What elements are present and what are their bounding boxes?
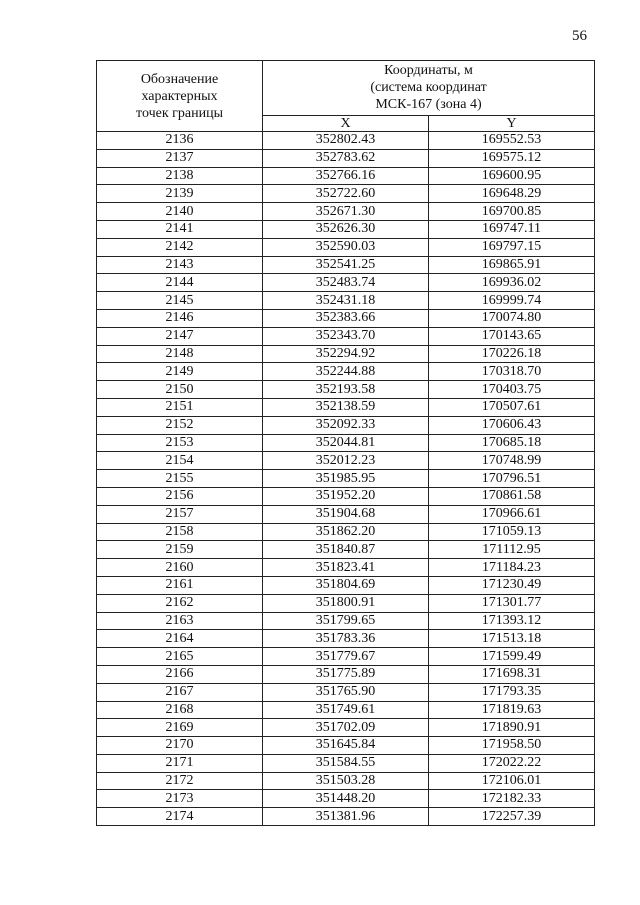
x-coordinate-cell: 351952.20 (263, 487, 429, 505)
table-row (97, 416, 595, 434)
x-coordinate-cell: 351448.20 (263, 790, 429, 808)
point-id-cell: 2172 (97, 772, 263, 790)
y-coordinate-cell: 170226.18 (429, 345, 595, 363)
x-coordinate-cell: 352244.88 (263, 363, 429, 381)
table-row (97, 630, 595, 648)
x-coordinate-cell: 351823.41 (263, 559, 429, 577)
x-coordinate-cell: 351503.28 (263, 772, 429, 790)
x-coordinate-cell: 352590.03 (263, 238, 429, 256)
y-coordinate-cell: 169797.15 (429, 238, 595, 256)
point-id-cell: 2168 (97, 701, 263, 719)
x-coordinate-cell: 351702.09 (263, 719, 429, 737)
table-row (97, 737, 595, 755)
x-coordinate-cell: 351779.67 (263, 648, 429, 666)
point-id-cell: 2161 (97, 576, 263, 594)
x-coordinate-cell: 351584.55 (263, 754, 429, 772)
point-id-cell: 2141 (97, 220, 263, 238)
y-coordinate-cell: 169700.85 (429, 203, 595, 221)
y-coordinate-cell: 170748.99 (429, 452, 595, 470)
y-coordinate-cell: 169552.53 (429, 132, 595, 150)
table-row (97, 274, 595, 292)
point-id-cell: 2148 (97, 345, 263, 363)
point-id-cell: 2165 (97, 648, 263, 666)
y-coordinate-cell: 171599.49 (429, 648, 595, 666)
y-coordinate-cell: 170685.18 (429, 434, 595, 452)
table-row (97, 772, 595, 790)
table-row (97, 505, 595, 523)
table-row (97, 381, 595, 399)
table-row (97, 256, 595, 274)
x-coordinate-cell: 352092.33 (263, 416, 429, 434)
y-coordinate-cell: 169936.02 (429, 274, 595, 292)
y-coordinate-cell: 171819.63 (429, 701, 595, 719)
x-coordinate-cell: 351800.91 (263, 594, 429, 612)
table-row (97, 363, 595, 381)
table-row (97, 292, 595, 310)
y-coordinate-cell: 172106.01 (429, 772, 595, 790)
y-coordinate-cell: 169865.91 (429, 256, 595, 274)
y-coordinate-cell: 171513.18 (429, 630, 595, 648)
x-coordinate-cell: 352193.58 (263, 381, 429, 399)
x-coordinate-cell: 352722.60 (263, 185, 429, 203)
y-coordinate-cell: 169747.11 (429, 220, 595, 238)
point-id-cell: 2157 (97, 505, 263, 523)
point-id-cell: 2174 (97, 808, 263, 826)
table-row (97, 185, 595, 203)
point-id-cell: 2162 (97, 594, 263, 612)
y-coordinate-cell: 171958.50 (429, 737, 595, 755)
table-row (97, 701, 595, 719)
point-id-cell: 2149 (97, 363, 263, 381)
table-row (97, 203, 595, 221)
x-coordinate-cell: 352766.16 (263, 167, 429, 185)
point-id-cell: 2160 (97, 559, 263, 577)
point-id-cell: 2154 (97, 452, 263, 470)
x-coordinate-cell: 351765.90 (263, 683, 429, 701)
table-row (97, 398, 595, 416)
table-row (97, 238, 595, 256)
y-coordinate-cell: 171698.31 (429, 665, 595, 683)
point-id-cell: 2167 (97, 683, 263, 701)
table-row (97, 683, 595, 701)
table-row (97, 434, 595, 452)
point-id-cell: 2147 (97, 327, 263, 345)
table-row (97, 149, 595, 167)
point-id-cell: 2140 (97, 203, 263, 221)
table-row (97, 576, 595, 594)
point-id-cell: 2151 (97, 398, 263, 416)
point-id-cell: 2163 (97, 612, 263, 630)
x-coordinate-cell: 351840.87 (263, 541, 429, 559)
y-coordinate-cell: 169648.29 (429, 185, 595, 203)
point-id-cell: 2138 (97, 167, 263, 185)
y-coordinate-cell: 171890.91 (429, 719, 595, 737)
y-coordinate-cell: 170606.43 (429, 416, 595, 434)
table-row (97, 665, 595, 683)
x-coordinate-cell: 351783.36 (263, 630, 429, 648)
x-coordinate-cell: 352626.30 (263, 220, 429, 238)
x-coordinate-cell: 352383.66 (263, 309, 429, 327)
x-coordinate-cell: 351645.84 (263, 737, 429, 755)
point-id-cell: 2139 (97, 185, 263, 203)
x-coordinate-cell: 352343.70 (263, 327, 429, 345)
point-id-cell: 2155 (97, 470, 263, 488)
x-coordinate-cell: 352671.30 (263, 203, 429, 221)
y-coordinate-cell: 171230.49 (429, 576, 595, 594)
point-id-cell: 2152 (97, 416, 263, 434)
y-coordinate-cell: 171112.95 (429, 541, 595, 559)
y-coordinate-cell: 170403.75 (429, 381, 595, 399)
point-id-cell: 2136 (97, 132, 263, 150)
x-coordinate-cell: 352294.92 (263, 345, 429, 363)
x-coordinate-cell: 352483.74 (263, 274, 429, 292)
point-id-cell: 2143 (97, 256, 263, 274)
table-row (97, 648, 595, 666)
x-coordinate-cell: 351804.69 (263, 576, 429, 594)
y-coordinate-cell: 169575.12 (429, 149, 595, 167)
point-id-cell: 2145 (97, 292, 263, 310)
point-id-cell: 2142 (97, 238, 263, 256)
table-row (97, 612, 595, 630)
x-coordinate-cell: 351799.65 (263, 612, 429, 630)
table-row (97, 452, 595, 470)
y-coordinate-cell: 172182.33 (429, 790, 595, 808)
point-id-cell: 2158 (97, 523, 263, 541)
x-coordinate-cell: 352044.81 (263, 434, 429, 452)
table-body (97, 132, 595, 826)
y-coordinate-cell: 171393.12 (429, 612, 595, 630)
header-coordinates: Координаты, м (система координат МСК-167 (зона 4) (263, 61, 595, 116)
y-coordinate-cell: 171793.35 (429, 683, 595, 701)
header-x: X (263, 115, 429, 131)
table-row (97, 808, 595, 826)
y-coordinate-cell: 171184.23 (429, 559, 595, 577)
x-coordinate-cell: 351862.20 (263, 523, 429, 541)
x-coordinate-cell: 351904.68 (263, 505, 429, 523)
table-row (97, 790, 595, 808)
table-row (97, 309, 595, 327)
x-coordinate-cell: 352783.62 (263, 149, 429, 167)
y-coordinate-cell: 170318.70 (429, 363, 595, 381)
x-coordinate-cell: 351749.61 (263, 701, 429, 719)
coordinates-table (96, 60, 595, 826)
point-id-cell: 2164 (97, 630, 263, 648)
table-row (97, 559, 595, 577)
y-coordinate-cell: 170143.65 (429, 327, 595, 345)
table-row (97, 470, 595, 488)
point-id-cell: 2171 (97, 754, 263, 772)
point-id-cell: 2146 (97, 309, 263, 327)
point-id-cell: 2144 (97, 274, 263, 292)
y-coordinate-cell: 171059.13 (429, 523, 595, 541)
x-coordinate-cell: 351775.89 (263, 665, 429, 683)
point-id-cell: 2150 (97, 381, 263, 399)
x-coordinate-cell: 352802.43 (263, 132, 429, 150)
table-row (97, 487, 595, 505)
table-row (97, 594, 595, 612)
table-row (97, 132, 595, 150)
point-id-cell: 2156 (97, 487, 263, 505)
table-row (97, 167, 595, 185)
y-coordinate-cell: 169999.74 (429, 292, 595, 310)
point-id-cell: 2153 (97, 434, 263, 452)
y-coordinate-cell: 170966.61 (429, 505, 595, 523)
x-coordinate-cell: 352541.25 (263, 256, 429, 274)
point-id-cell: 2169 (97, 719, 263, 737)
header-y: Y (429, 115, 595, 131)
x-coordinate-cell: 352012.23 (263, 452, 429, 470)
y-coordinate-cell: 172022.22 (429, 754, 595, 772)
x-coordinate-cell: 351985.95 (263, 470, 429, 488)
y-coordinate-cell: 170074.80 (429, 309, 595, 327)
table-row (97, 345, 595, 363)
page-number: 56 (572, 28, 587, 44)
y-coordinate-cell: 169600.95 (429, 167, 595, 185)
table-row (97, 523, 595, 541)
table-row (97, 327, 595, 345)
point-id-cell: 2137 (97, 149, 263, 167)
y-coordinate-cell: 170507.61 (429, 398, 595, 416)
table-row (97, 220, 595, 238)
table-header (97, 61, 595, 132)
y-coordinate-cell: 170861.58 (429, 487, 595, 505)
x-coordinate-cell: 352138.59 (263, 398, 429, 416)
x-coordinate-cell: 351381.96 (263, 808, 429, 826)
point-id-cell: 2173 (97, 790, 263, 808)
point-id-cell: 2170 (97, 737, 263, 755)
table-row (97, 754, 595, 772)
point-id-cell: 2159 (97, 541, 263, 559)
point-id-cell: 2166 (97, 665, 263, 683)
x-coordinate-cell: 352431.18 (263, 292, 429, 310)
table-row (97, 541, 595, 559)
y-coordinate-cell: 172257.39 (429, 808, 595, 826)
y-coordinate-cell: 171301.77 (429, 594, 595, 612)
header-point-designation: Обозначение характерных точек границы (97, 61, 263, 132)
table-row (97, 719, 595, 737)
y-coordinate-cell: 170796.51 (429, 470, 595, 488)
